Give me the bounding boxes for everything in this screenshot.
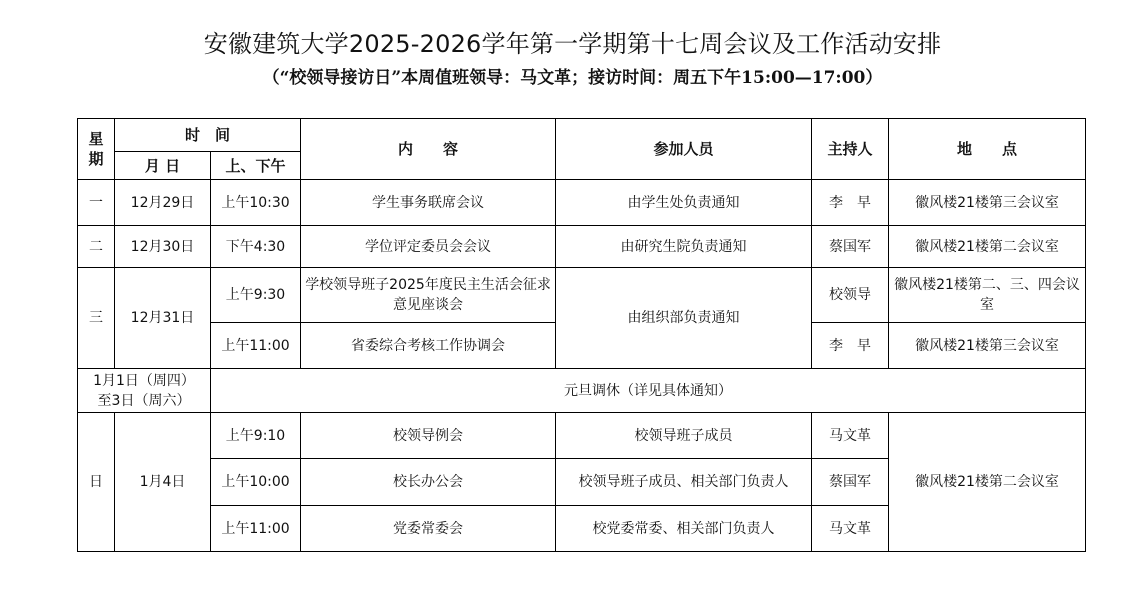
- document-title: 安徽建筑大学2025-2026学年第一学期第十七周会议及工作活动安排: [203, 30, 942, 58]
- time-cell: 上午10:00: [211, 459, 301, 506]
- location-cell: 徽风楼21楼第二会议室: [889, 413, 1086, 552]
- weekday-cell: 三: [78, 268, 115, 369]
- table-row: [78, 369, 1086, 413]
- participants-cell: 由研究生院负责通知: [556, 226, 812, 268]
- host-cell: 李 早: [812, 323, 889, 369]
- content-cell: 党委常委会: [301, 506, 556, 552]
- location-cell: 徽风楼21楼第二、三、四会议室: [889, 268, 1086, 323]
- table-header-row: [78, 119, 1086, 152]
- participants-cell: 由学生处负责通知: [556, 180, 812, 226]
- header-weekday: [78, 119, 115, 180]
- header-weekday-line1: 星: [88, 130, 104, 148]
- document-subtitle: （“校领导接访日”本周值班领导：马文革；接访时间：周五下午15:00—17:00）: [262, 68, 883, 88]
- header-date: 月 日: [115, 152, 211, 180]
- host-cell: 马文革: [812, 413, 889, 459]
- weekday-cell: 二: [78, 226, 115, 268]
- participants-cell: 由组织部负责通知: [556, 268, 812, 369]
- content-cell: 学校领导班子2025年度民主生活会征求意见座谈会: [301, 268, 556, 323]
- participants-cell: 校党委常委、相关部门负责人: [556, 506, 812, 552]
- participants-cell: 校领导班子成员、相关部门负责人: [556, 459, 812, 506]
- time-cell: 下午4:30: [211, 226, 301, 268]
- table-row: [78, 268, 1086, 323]
- holiday-date-line2: 至3日（周六）: [97, 392, 191, 409]
- holiday-date-range: [78, 369, 211, 413]
- schedule-table: [77, 118, 1086, 552]
- holiday-notice: 元旦调休（详见具体通知）: [211, 369, 1086, 413]
- table-row: [78, 226, 1086, 268]
- time-cell: 上午11:00: [211, 323, 301, 369]
- time-cell: 上午9:30: [211, 268, 301, 323]
- location-cell: 徽风楼21楼第三会议室: [889, 180, 1086, 226]
- content-cell: 省委综合考核工作协调会: [301, 323, 556, 369]
- location-cell: 徽风楼21楼第二会议室: [889, 226, 1086, 268]
- host-cell: 李 早: [812, 180, 889, 226]
- time-cell: 上午9:10: [211, 413, 301, 459]
- table-row: [78, 413, 1086, 459]
- table-row: [78, 180, 1086, 226]
- location-cell: 徽风楼21楼第三会议室: [889, 323, 1086, 369]
- weekday-cell: 日: [78, 413, 115, 552]
- content-cell: 学位评定委员会会议: [301, 226, 556, 268]
- content-cell: 校长办公会: [301, 459, 556, 506]
- host-cell: 校领导: [812, 268, 889, 323]
- time-cell: 上午10:30: [211, 180, 301, 226]
- content-cell: 校领导例会: [301, 413, 556, 459]
- weekday-cell: 一: [78, 180, 115, 226]
- header-weekday-line2: 期: [88, 150, 104, 168]
- host-cell: 蔡国军: [812, 226, 889, 268]
- header-location: 地 点: [889, 119, 1086, 180]
- content-cell: 学生事务联席会议: [301, 180, 556, 226]
- date-cell: 1月4日: [115, 413, 211, 552]
- header-host: 主持人: [812, 119, 889, 180]
- header-content: 内 容: [301, 119, 556, 180]
- date-cell: 12月30日: [115, 226, 211, 268]
- date-cell: 12月31日: [115, 268, 211, 369]
- participants-cell: 校领导班子成员: [556, 413, 812, 459]
- host-cell: 蔡国军: [812, 459, 889, 506]
- host-cell: 马文革: [812, 506, 889, 552]
- header-ampm: 上、下午: [211, 152, 301, 180]
- holiday-date-line1: 1月1日（周四）: [93, 372, 195, 389]
- header-participants: 参加人员: [556, 119, 812, 180]
- time-cell: 上午11:00: [211, 506, 301, 552]
- date-cell: 12月29日: [115, 180, 211, 226]
- header-time: 时 间: [115, 119, 301, 152]
